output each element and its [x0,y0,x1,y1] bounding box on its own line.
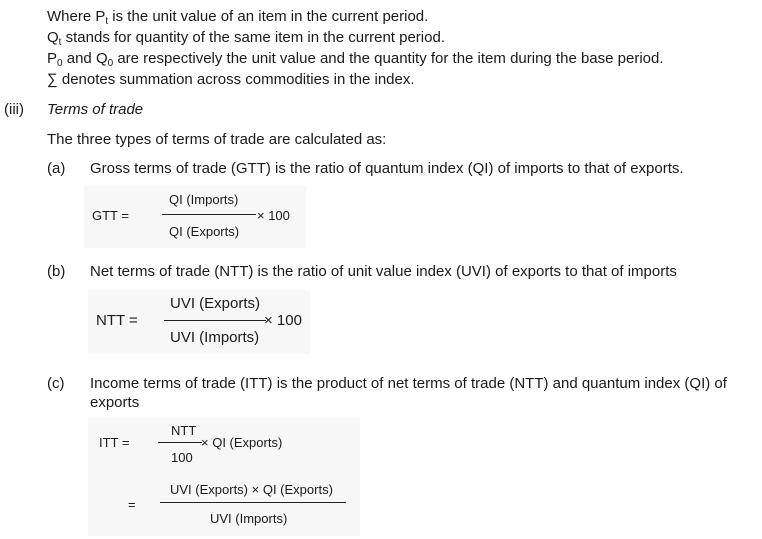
definition-pt: Where $P_t$ is the unit value of an item in the current period. [47,8,429,27]
ntt-numerator: UVI (Exports) [170,295,261,312]
gtt-lhs: GTT = [92,208,129,223]
itt-denominator-expanded: UVI (Imports) [210,511,288,526]
item-b-text: Net terms of trade (NTT) is the ratio of unit value index (UVI) of exports to that of imports [90,263,677,280]
itt-denominator: 100 [171,450,193,465]
gtt-denominator: QI (Exports) [169,224,240,239]
definition-p0-q0: $P_0$ and $Q_0$ are respectively the unit value and the quantity for the item during the base period. [47,50,664,69]
itt-multiplier: × QI (Exports) [201,435,283,450]
section-marker: (iii) [4,101,24,118]
section-intro: The three types of terms of trade are calculated as: [47,131,387,148]
item-a-text: Gross terms of trade (GTT) is the ratio of quantum index (QI) of imports to that of exports. [90,160,684,177]
ntt-fraction-bar [164,320,266,321]
ntt-lhs: NTT = [96,312,138,329]
item-b-marker: (b) [47,263,66,280]
itt-formula [88,418,360,536]
definition-sigma: ∑ denotes summation across commodities in the index. [47,71,415,88]
definition-qt: $Q_t$ stands for quantity of the same item in the current period. [47,29,445,48]
item-a-marker: (a) [47,160,66,177]
item-c-text-line1: Income terms of trade (ITT) is the product of net terms of trade (NTT) and quantum index (QI) of [90,375,727,392]
ntt-formula [88,290,310,354]
item-c-marker: (c) [47,375,65,392]
itt-numerator-expanded: UVI (Exports) × QI (Exports) [170,482,333,497]
section-title: Terms of trade [47,101,144,118]
gtt-multiplier: × 100 [257,208,290,223]
ntt-multiplier: × 100 [264,312,302,329]
item-c-text-line2: exports [90,394,140,411]
itt-fraction-bar-expanded [160,502,346,503]
itt-lhs: ITT = [99,435,130,450]
itt-numerator: NTT [171,423,197,438]
ntt-denominator: UVI (Imports) [170,329,260,346]
gtt-numerator: QI (Imports) [169,192,239,207]
itt-fraction-bar [158,442,202,443]
itt-equals: = [128,497,136,512]
gtt-formula [84,186,306,248]
gtt-fraction-bar [162,214,256,215]
